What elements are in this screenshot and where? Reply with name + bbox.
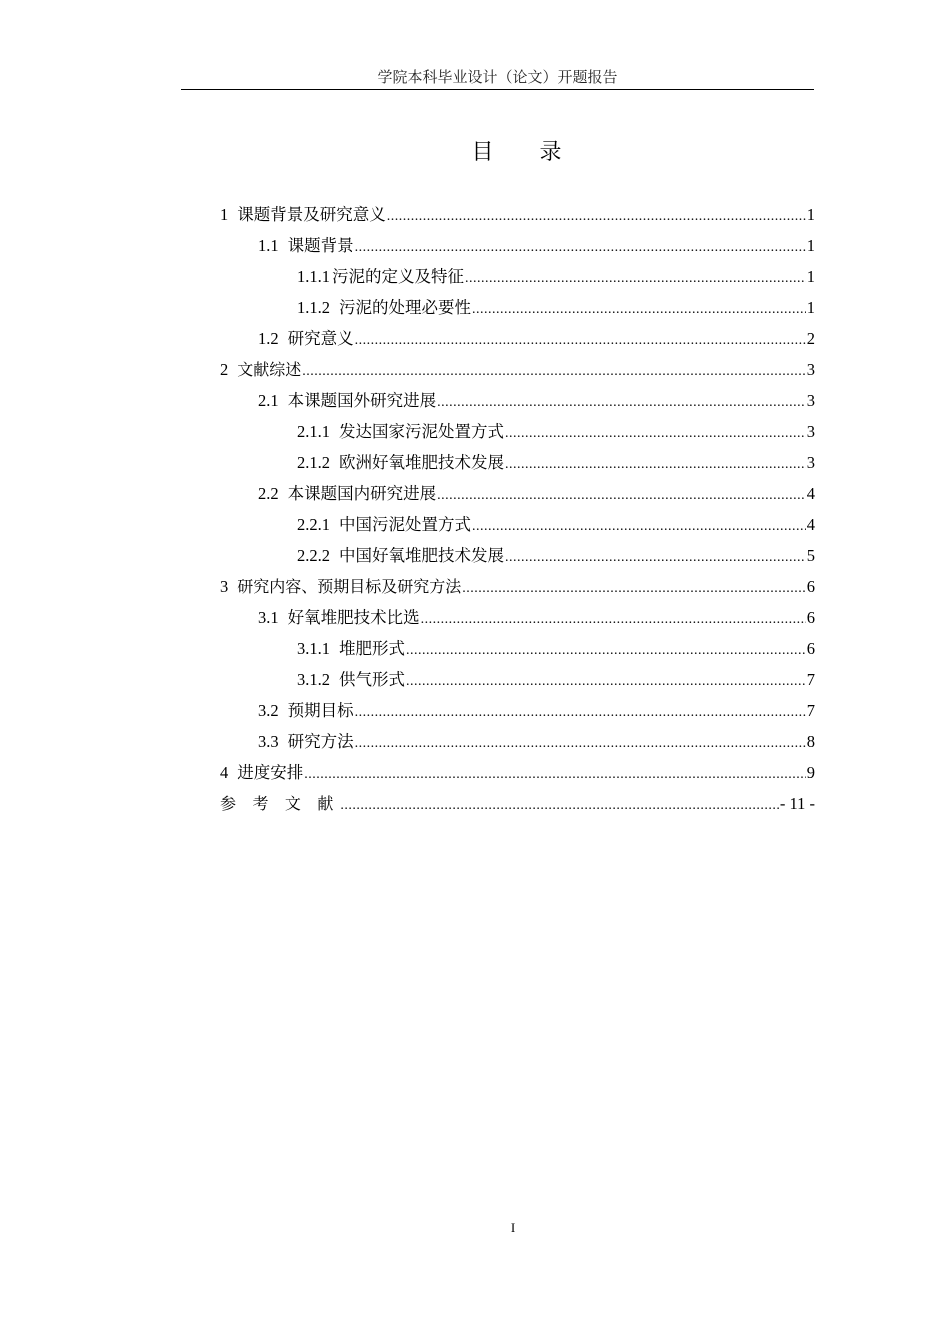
toc-entry-title: 研究内容、预期目标及研究方法 [237, 579, 462, 596]
toc-entry[interactable] [220, 447, 815, 478]
toc-entry-title: 本课题国外研究进展 [287, 391, 437, 410]
toc-entry[interactable] [220, 354, 815, 385]
page-number: I [510, 1220, 516, 1235]
toc-entry-title: 中国污泥处置方式 [339, 515, 471, 534]
toc-entry-number: 1.1 [258, 236, 279, 255]
toc-entry-title: 预期目标 [287, 701, 354, 720]
toc-entry[interactable] [220, 602, 815, 633]
leader-dots [465, 263, 806, 294]
toc-entry-title: 好氧堆肥技术比选 [287, 608, 420, 627]
toc-entry-number: 1.1.2 [297, 298, 330, 317]
toc-entry-page: 1 [806, 205, 815, 224]
toc-entry[interactable] [220, 261, 815, 292]
toc-entry-page: 2 [806, 329, 815, 348]
toc-entry[interactable] [220, 757, 815, 788]
toc-entry-number: 3.2 [258, 701, 279, 720]
leader-dots [340, 790, 779, 821]
toc-entry[interactable] [220, 726, 815, 757]
toc-entry[interactable] [220, 199, 815, 230]
toc-entry-title: 研究意义 [287, 329, 354, 348]
toc-entry-title: 进度安排 [237, 763, 304, 782]
toc-entry-page: 6 [806, 639, 815, 658]
toc-entry-page: 8 [806, 732, 815, 751]
toc-entry-title: 污泥的处理必要性 [339, 298, 471, 317]
table-of-contents [220, 199, 815, 819]
toc-entry[interactable] [220, 323, 815, 354]
toc-title-char-1: 目 [471, 139, 496, 164]
toc-entry[interactable] [220, 230, 815, 261]
toc-entry-page: 3 [806, 360, 815, 379]
leader-dots [437, 480, 806, 511]
toc-entry-title: 文献综述 [237, 362, 302, 379]
leader-dots [406, 666, 806, 697]
toc-entry[interactable] [220, 509, 815, 540]
toc-entry-number: 4 [220, 763, 229, 782]
toc-entry[interactable] [220, 478, 815, 509]
leader-dots [304, 759, 806, 790]
toc-entry[interactable] [220, 416, 815, 447]
toc-entry-number: 3.1.2 [297, 670, 330, 689]
leader-dots [421, 604, 806, 635]
toc-entry-title: 污泥的定义及特征 [332, 267, 464, 286]
toc-entry-title: 堆肥形式 [339, 639, 405, 658]
toc-entry[interactable] [220, 695, 815, 726]
toc-entry-title: 课题背景 [287, 236, 354, 255]
toc-entry-page: 5 [806, 546, 815, 565]
toc-entry[interactable] [220, 571, 815, 602]
toc-entry-number: 2.2.1 [297, 515, 330, 534]
toc-entry-page: 3 [806, 391, 815, 410]
toc-entry-title: 供气形式 [339, 670, 405, 689]
leader-dots [387, 201, 806, 232]
toc-entry-page: - 11 - [779, 794, 815, 813]
toc-entry-number: 3.1.1 [297, 639, 330, 658]
toc-entry-page: 1 [806, 298, 815, 317]
toc-entry[interactable] [220, 664, 815, 695]
leader-dots [505, 542, 806, 573]
leader-dots [355, 232, 806, 263]
toc-entry-number: 1.1.1 [297, 267, 330, 286]
toc-entry[interactable] [220, 540, 815, 571]
leader-dots [472, 511, 806, 542]
leader-dots [302, 356, 805, 387]
toc-entry-page: 6 [806, 577, 815, 596]
toc-title [0, 137, 950, 167]
toc-entry-page: 9 [806, 763, 815, 782]
toc-entry-page: 4 [806, 515, 815, 534]
leader-dots [472, 294, 806, 325]
toc-entry[interactable] [220, 385, 815, 416]
toc-entry-number: 1.2 [258, 329, 279, 348]
running-header: 学院本科毕业设计（论文）开题报告 [377, 70, 618, 86]
toc-entry-page: 4 [806, 484, 815, 503]
leader-dots [355, 728, 806, 759]
toc-entry-number: 1 [220, 205, 229, 224]
toc-entry-title: 课题背景及研究意义 [237, 205, 386, 224]
toc-entry-number: 2.1 [258, 391, 279, 410]
toc-entry-number: 3.3 [258, 732, 279, 751]
toc-entry[interactable] [220, 633, 815, 664]
toc-entry-number: 2 [220, 360, 229, 379]
leader-dots [406, 635, 806, 666]
toc-entry-number: 3.1 [258, 608, 279, 627]
toc-entry-page: 7 [806, 670, 815, 689]
leader-dots [355, 325, 806, 356]
toc-entry-title: 中国好氧堆肥技术发展 [339, 546, 504, 565]
leader-dots [505, 449, 806, 480]
toc-entry-page: 1 [806, 236, 815, 255]
toc-entry[interactable] [220, 292, 815, 323]
toc-entry-title: 研究方法 [287, 732, 354, 751]
toc-entry-title: 发达国家污泥处置方式 [339, 422, 504, 441]
toc-entry-number: 2.2.2 [297, 546, 330, 565]
toc-entry-number: 2.1.1 [297, 422, 330, 441]
toc-entry-page: 7 [806, 701, 815, 720]
toc-entry-number: 2.2 [258, 484, 279, 503]
toc-entry-page: 6 [806, 608, 815, 627]
header-rule [181, 89, 814, 90]
toc-entry-title: 欧洲好氧堆肥技术发展 [339, 453, 504, 472]
toc-entry-number: 3 [220, 577, 229, 596]
toc-entry-page: 3 [806, 453, 815, 472]
leader-dots [505, 418, 806, 449]
leader-dots [355, 697, 806, 728]
toc-entry-references[interactable] [220, 788, 815, 819]
toc-entry-page: 1 [806, 267, 815, 286]
toc-entry-title: 参 考 文 献 [220, 796, 340, 813]
toc-entry-title: 本课题国内研究进展 [287, 484, 437, 503]
toc-entry-number: 2.1.2 [297, 453, 330, 472]
leader-dots [437, 387, 806, 418]
toc-title-char-2: 录 [539, 139, 564, 164]
toc-entry-page: 3 [806, 422, 815, 441]
leader-dots [462, 573, 805, 604]
